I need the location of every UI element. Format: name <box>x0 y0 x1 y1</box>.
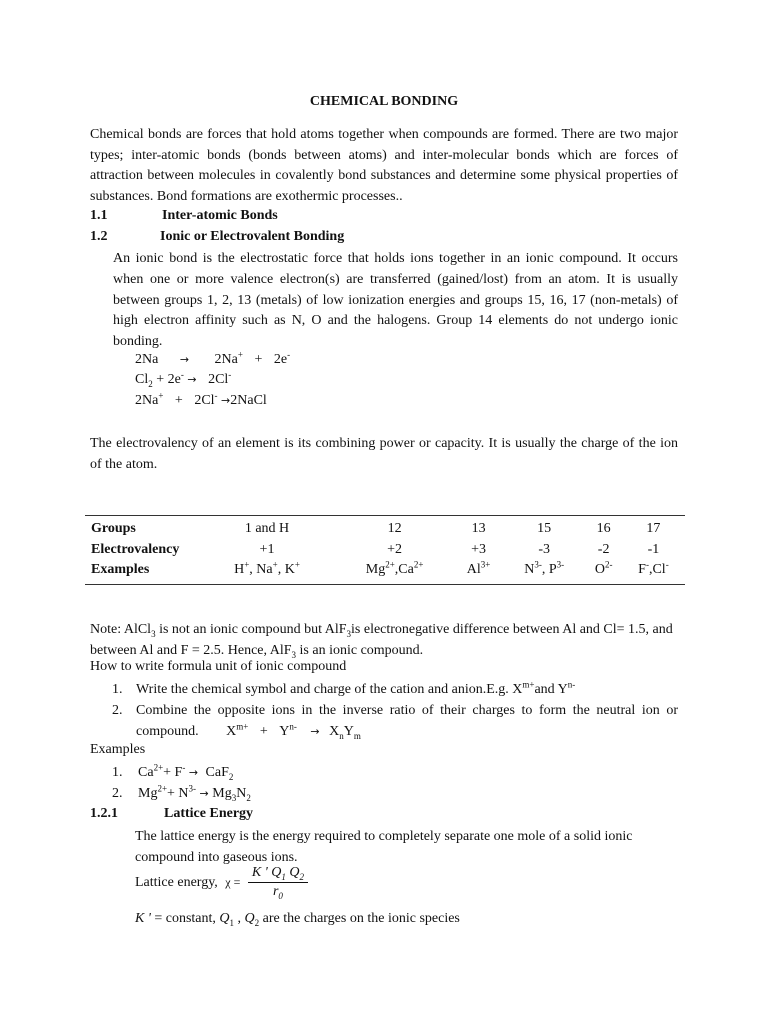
ion-charge: n- <box>289 720 297 731</box>
table-cell <box>335 560 454 584</box>
lattice-energy-formula <box>135 865 308 900</box>
formula-label: Lattice energy, <box>135 874 218 890</box>
note-paragraph <box>90 619 680 661</box>
list-number: 1. <box>112 682 123 697</box>
eq-product <box>208 369 232 388</box>
table-cell: 12 <box>387 521 402 537</box>
arrow-icon: → <box>187 373 197 386</box>
formula-product <box>329 724 361 739</box>
table-cell: +3 <box>471 541 487 557</box>
intro-paragraph: Chemical bonds are forces that hold atoms together when compounds are formed. There are two major types; inter-atomic bonds (bonds between atoms) and inter-molecular bonds which are forces of attraction between molecules in covalently bond substances and determine some physical properties of substances. Bond formations are exothermic processes.. <box>90 127 678 204</box>
section-title: Inter-atomic Bonds <box>162 208 278 223</box>
eq-plus: + <box>259 723 268 739</box>
ion-charge: - <box>645 559 649 570</box>
table-cell: -1 <box>647 541 660 557</box>
eq-charge: - <box>180 369 184 380</box>
charge-symbol: Q <box>219 911 230 926</box>
formula-subscript: 0 <box>278 890 283 901</box>
ion-charge: n- <box>567 679 576 690</box>
table-cell <box>622 560 685 584</box>
ion-charge: 3+ <box>480 559 491 570</box>
note-text: is electronegative difference between Al and Cl= 1.5, and between Al and F = 2.5. Hence, AlF <box>90 622 673 658</box>
ion-symbol: Y <box>343 723 354 739</box>
ion-charge: 2- <box>604 559 613 570</box>
eq-plus-electron: + 2e <box>156 372 181 387</box>
ion-symbol: + N <box>167 786 189 801</box>
section-title: Ionic or Electrovalent Bonding <box>160 229 345 244</box>
section-heading-1-2 <box>90 229 344 245</box>
step-text: Write the chemical symbol and charge of the cation and anion.E.g. X <box>136 682 523 697</box>
numerator-text: Q <box>285 865 300 880</box>
numerator-text: K ' Q <box>251 865 282 880</box>
formula-term <box>226 720 249 739</box>
formula-subscript: 2 <box>299 871 304 882</box>
arrow-icon: → <box>221 394 231 407</box>
fraction <box>248 865 308 900</box>
ion-symbol: Ca <box>138 765 154 780</box>
definition-text: = constant, <box>150 911 220 926</box>
equation-chlorine-reduction <box>135 369 232 389</box>
ion-charge: 3- <box>188 783 197 794</box>
eq-charge: - <box>228 369 232 380</box>
charge-symbol: Q <box>244 911 255 926</box>
constant-symbol: K ' <box>135 911 151 926</box>
ion-symbol: X <box>329 723 340 739</box>
list-number: 2. <box>112 786 123 801</box>
eq-product-symbol: 2Na <box>214 352 238 367</box>
note-text: is not an ionic compound but AlF <box>155 622 347 637</box>
eq-symbol: 2Na <box>135 393 159 408</box>
note-subscript: 3 <box>291 649 297 660</box>
ion-symbol: Mg <box>138 786 158 801</box>
ion-charge: 3- <box>556 559 565 570</box>
table-cell <box>454 560 503 584</box>
section-number: 1.2 <box>90 229 108 244</box>
table-cell: 13 <box>471 521 486 537</box>
ion-symbol: N <box>524 562 535 578</box>
formula-subscript: 2 <box>228 771 234 782</box>
ion-charge: 2+ <box>157 783 168 794</box>
ion-charge: 2+ <box>413 559 424 570</box>
formula-subscript: 3 <box>231 792 237 803</box>
table-cell: 16 <box>596 521 611 537</box>
formula-product <box>206 765 234 780</box>
fraction-numerator <box>248 865 308 883</box>
table-cell: +2 <box>387 541 403 557</box>
row-label: Electrovalency <box>91 541 180 557</box>
electrovalency-paragraph: The electrovalency of an element is its combining power or capacity. It is usually the charge of the ion of the atom. <box>90 436 678 472</box>
step-text: Combine the opposite ions in the inverse ratio of their charges to form the neutral ion or compound. <box>136 702 678 739</box>
fraction-denominator <box>248 883 308 900</box>
ion-charge: - <box>665 559 669 570</box>
eq-charge: + <box>158 390 164 401</box>
table-cell: 1 and H <box>244 521 290 537</box>
eq-plus: + <box>254 352 263 367</box>
eq-charge: - <box>287 349 291 360</box>
ion-symbol: Mg <box>212 786 232 801</box>
table-cell: +1 <box>259 541 275 557</box>
eq-charge: - <box>214 390 218 401</box>
table-cell <box>503 560 586 584</box>
formula-subscript: 2 <box>246 792 251 803</box>
ion-symbol: + F <box>163 765 183 780</box>
note-subscript: 3 <box>151 628 156 639</box>
list-item <box>112 680 678 701</box>
list-item <box>112 762 251 783</box>
note-text: is an ionic compound. <box>296 643 424 658</box>
definition-text: are the charges on the ionic species <box>259 911 460 926</box>
ion-symbol: , K <box>277 562 295 578</box>
ion-symbol: ,Cl <box>648 562 666 578</box>
definition-text: , <box>234 911 245 926</box>
ion-charge: + <box>272 559 278 570</box>
note-text: Note: AlCl <box>90 622 152 637</box>
ion-symbol: Mg <box>365 562 386 578</box>
ion-symbol: X <box>226 723 237 739</box>
ion-charge: 2+ <box>385 559 395 570</box>
formula-product <box>212 786 251 801</box>
ion-charge: 2+ <box>153 762 164 773</box>
step-text: and Y <box>534 682 568 697</box>
list-number: 1. <box>112 765 123 780</box>
examples-list <box>112 762 251 804</box>
table-cell: 15 <box>537 521 552 537</box>
eq-lhs <box>135 372 153 388</box>
constant-definition <box>135 911 460 927</box>
electrovalency-table <box>85 515 685 585</box>
arrow-icon: → <box>188 766 199 779</box>
list-item <box>112 701 678 743</box>
examples-label: Examples <box>90 742 146 757</box>
formula-term <box>279 720 297 739</box>
note-subscript: 3 <box>346 628 352 639</box>
table-cell: -2 <box>597 541 610 557</box>
ion-symbol: H <box>234 562 245 578</box>
ion-charge: + <box>244 559 250 570</box>
formula-subscript: n <box>339 730 344 741</box>
eq-electron: 2e <box>273 352 288 367</box>
ion-symbol: CaF <box>205 765 229 780</box>
equation-sodium-ionization <box>135 349 291 368</box>
list-number: 2. <box>112 702 123 718</box>
eq-lhs: 2Na <box>135 352 159 367</box>
eq-symbol: 2Cl <box>208 372 229 387</box>
formula-subscript: m <box>353 730 361 741</box>
ion-charge: + <box>294 559 300 570</box>
ionic-bond-paragraph: An ionic bond is the electrostatic force that holds ions together in an ionic compound. It occurs when one or more valence electron(s) are transferred (gained/lost) from an atom. It is usually between groups 1, 2, 13 (metals) of low ionization energies and groups 15, 16, 17 (non-metals) of high electron affinity such as N, O and the halogens. Group 14 elements do not undergo ionic bonding. <box>113 251 678 350</box>
ion-charge: m+ <box>522 679 535 690</box>
eq-symbol: 2Cl <box>194 393 215 408</box>
arrow-icon: → <box>179 353 190 366</box>
arrow-icon: → <box>310 724 320 738</box>
row-label: Examples <box>91 562 150 578</box>
ion-charge: m+ <box>236 720 249 731</box>
eq-subscript: 2 <box>148 378 153 389</box>
table-row-groups <box>85 516 685 540</box>
section-title: Lattice Energy <box>164 806 254 821</box>
eq-electron-term <box>156 369 184 388</box>
ion-symbol: Al <box>466 562 481 578</box>
ion-symbol: F <box>638 562 646 578</box>
section-number: 1.1 <box>90 208 108 223</box>
section-heading-1-1 <box>90 208 278 224</box>
table-cell <box>585 560 621 584</box>
steps-list <box>112 680 678 742</box>
eq-charge: + <box>237 349 243 360</box>
eq-product: 2NaCl <box>230 393 267 408</box>
ion-symbol: Y <box>279 723 290 739</box>
table-row-electrovalency <box>85 540 685 561</box>
ion-charge: - <box>182 762 186 773</box>
eq-symbol: Cl <box>135 372 149 387</box>
ion-symbol: , Na <box>249 562 273 578</box>
table-cell: 17 <box>646 521 661 537</box>
table-row-examples <box>85 560 685 584</box>
formula-subscript: 1 <box>281 871 286 882</box>
lattice-energy-paragraph: The lattice energy is the energy required to completely separate one mole of a solid ionic compound into gaseous ions. <box>135 829 633 865</box>
chi-symbol: χ = <box>225 875 241 889</box>
howto-heading: How to write formula unit of ionic compound <box>90 659 347 674</box>
ion-charge: 3- <box>534 559 542 570</box>
ion-symbol: ,Ca <box>394 562 414 578</box>
row-label: Groups <box>91 521 136 537</box>
section-number: 1.2.1 <box>90 806 118 821</box>
arrow-icon: → <box>199 787 209 800</box>
eq-plus: + <box>174 393 183 408</box>
denominator-text: r <box>272 884 279 899</box>
eq-reactant-2 <box>194 390 218 409</box>
ion-symbol: , P <box>541 562 557 578</box>
list-item <box>112 783 251 804</box>
ion-symbol: N <box>236 786 247 801</box>
formula-subscript: 1 <box>229 917 235 928</box>
ion-symbol: O <box>594 562 605 578</box>
equation-sodium-chloride <box>135 390 267 409</box>
table-cell: -3 <box>538 541 550 557</box>
formula-subscript: 2 <box>254 917 260 928</box>
section-heading-1-2-1 <box>90 806 253 822</box>
eq-product-2 <box>273 349 291 368</box>
table-cell <box>199 560 335 584</box>
page-title: CHEMICAL BONDING <box>309 94 459 109</box>
eq-product-1 <box>214 349 243 368</box>
eq-reactant-1 <box>135 390 164 409</box>
